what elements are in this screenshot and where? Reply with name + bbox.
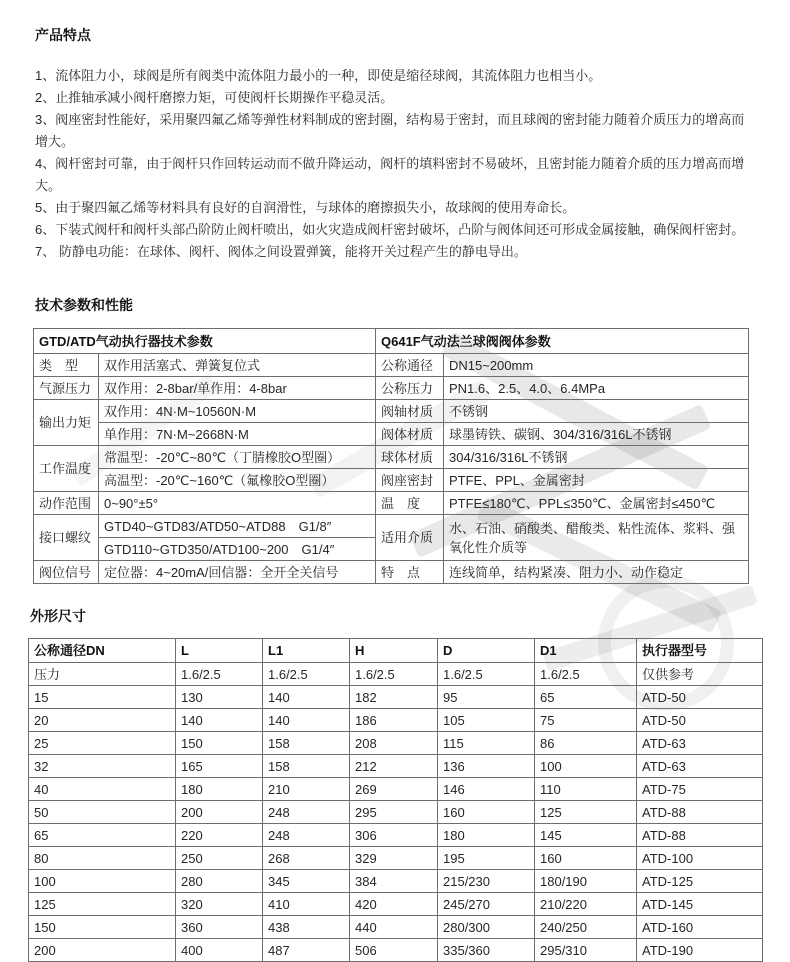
dims-cell: 100: [29, 870, 176, 893]
dims-cell: 440: [350, 916, 438, 939]
feature-item: 1、流体阻力小，球阀是所有阀类中流体阻力最小的一种，即使是缩径球阀，其流体阻力也相当小。: [35, 68, 602, 83]
dims-cell: 136: [438, 755, 535, 778]
dims-cell: 320: [176, 893, 263, 916]
dims-cell: 220: [176, 824, 263, 847]
dims-cell: ATD-125: [637, 870, 763, 893]
tech-row: [34, 354, 749, 377]
dims-cell: 208: [350, 732, 438, 755]
dims-cell: ATD-88: [637, 824, 763, 847]
dims-cell: 410: [263, 893, 350, 916]
dims-column-header: 执行器型号: [637, 639, 763, 663]
dims-cell: 110: [535, 778, 637, 801]
dims-cell: 158: [263, 732, 350, 755]
dims-cell: 125: [29, 893, 176, 916]
table-row: [29, 847, 763, 870]
dims-cell: 140: [176, 709, 263, 732]
table-row: [29, 824, 763, 847]
tech-params-heading: 技术参数和性能: [35, 297, 133, 313]
tech-label: 温 度: [376, 492, 444, 515]
dims-cell: 105: [438, 709, 535, 732]
tech-value: 连线简单，结构紧凑、阻力小、动作稳定: [444, 561, 749, 584]
table-row: [29, 709, 763, 732]
tech-label: 公称压力: [376, 377, 444, 400]
tech-label: 输出力矩: [34, 400, 99, 446]
tech-value: 常温型：-20℃~80℃（丁腈橡胶O型圈）: [99, 446, 376, 469]
tech-header-valve-body: Q641F气动法兰球阀阀体参数: [376, 329, 749, 354]
tech-value: 0~90°±5°: [99, 492, 376, 515]
table-row: [29, 916, 763, 939]
tech-row: [34, 469, 749, 492]
dims-cell: 420: [350, 893, 438, 916]
tech-value: GTD110~GTD350/ATD100~200 G1/4″: [99, 538, 376, 561]
dims-cell: 150: [29, 916, 176, 939]
tech-value: 双作用：4N·M~10560N·M: [99, 400, 376, 423]
table-row: [29, 686, 763, 709]
tech-value: 单作用：7N·M~2668N·M: [99, 423, 376, 446]
dims-cell: 306: [350, 824, 438, 847]
dims-cell: 50: [29, 801, 176, 824]
dims-pressure-row: [29, 663, 763, 686]
dims-cell: 160: [535, 847, 637, 870]
dims-cell: 245/270: [438, 893, 535, 916]
features-heading: 产品特点: [35, 27, 91, 43]
dims-cell: 1.6/2.5: [350, 663, 438, 686]
dimensions-heading: 外形尺寸: [30, 608, 86, 624]
dims-cell: 384: [350, 870, 438, 893]
tech-row: [34, 446, 749, 469]
tech-label: 接口螺纹: [34, 515, 99, 561]
dims-cell: 75: [535, 709, 637, 732]
tech-value: 高温型：-20℃~160℃（氟橡胶O型圈）: [99, 469, 376, 492]
dims-header-row: [29, 639, 763, 663]
dims-cell: 200: [176, 801, 263, 824]
tech-label: 阀座密封: [376, 469, 444, 492]
dims-cell: 329: [350, 847, 438, 870]
tech-value: DN15~200mm: [444, 354, 749, 377]
tech-value: PTFE、PPL、金属密封: [444, 469, 749, 492]
dims-cell: 250: [176, 847, 263, 870]
dims-cell: 100: [535, 755, 637, 778]
tech-value: 球墨铸铁、碳钢、304/316/316L不锈钢: [444, 423, 749, 446]
tech-value: 双作用活塞式、弹簧复位式: [99, 354, 376, 377]
dims-cell: ATD-190: [637, 939, 763, 962]
dims-cell: 115: [438, 732, 535, 755]
tech-label: 适用介质: [376, 515, 444, 561]
dims-cell: 180/190: [535, 870, 637, 893]
table-row: [29, 870, 763, 893]
dimensions-table: [28, 638, 763, 962]
tech-row: [34, 492, 749, 515]
dims-cell: 1.6/2.5: [535, 663, 637, 686]
tech-label: 阀位信号: [34, 561, 99, 584]
dims-cell: 210: [263, 778, 350, 801]
tech-value: 304/316/316L不锈钢: [444, 446, 749, 469]
feature-item: 7、 防静电功能：在球体、阀杆、阀体之间设置弹簧，能将开关过程产生的静电导出。: [35, 244, 527, 259]
tech-row: [34, 561, 749, 584]
table-row: [29, 732, 763, 755]
tech-value: 水、石油、硝酸类、醋酸类、粘性流体、浆料、强氧化性介质等: [444, 515, 749, 561]
dims-cell: 40: [29, 778, 176, 801]
feature-item: 2、止推轴承减小阀杆磨擦力矩，可使阀杆长期操作平稳灵活。: [35, 90, 394, 105]
tech-row: [34, 423, 749, 446]
dims-cell: 487: [263, 939, 350, 962]
dims-cell: 280/300: [438, 916, 535, 939]
tech-value: GTD40~GTD83/ATD50~ATD88 G1/8″: [99, 515, 376, 538]
dims-cell: 140: [263, 709, 350, 732]
dims-cell: 15: [29, 686, 176, 709]
table-row: [29, 939, 763, 962]
dims-cell: 268: [263, 847, 350, 870]
tech-label: 类 型: [34, 354, 99, 377]
dims-cell: 1.6/2.5: [176, 663, 263, 686]
dims-cell: 360: [176, 916, 263, 939]
dims-cell: 158: [263, 755, 350, 778]
dims-cell: 345: [263, 870, 350, 893]
feature-item: 6、下装式阀杆和阀杆头部凸阶防止阀杆喷出，如火灾造成阀杆密封破坏，凸阶与阀体间还可形成金属接触，确保阀杆密封。: [35, 222, 745, 237]
dims-cell: 295/310: [535, 939, 637, 962]
dims-cell: ATD-145: [637, 893, 763, 916]
dims-cell: 210/220: [535, 893, 637, 916]
dims-cell: ATD-50: [637, 709, 763, 732]
dims-cell: ATD-50: [637, 686, 763, 709]
table-row: [29, 755, 763, 778]
tech-value: PN1.6、2.5、4.0、6.4MPa: [444, 377, 749, 400]
dims-cell: 146: [438, 778, 535, 801]
dims-cell: 200: [29, 939, 176, 962]
dims-cell: 25: [29, 732, 176, 755]
dims-cell: 280: [176, 870, 263, 893]
table-row: [29, 778, 763, 801]
table-row: [29, 801, 763, 824]
dims-cell: 180: [176, 778, 263, 801]
dims-cell: 240/250: [535, 916, 637, 939]
dims-cell: 180: [438, 824, 535, 847]
dims-column-header: D1: [535, 639, 637, 663]
dims-cell: 32: [29, 755, 176, 778]
feature-item: 5、由于聚四氟乙烯等材料具有良好的自润滑性，与球体的磨擦损失小，故球阀的使用寿命长。: [35, 200, 576, 215]
dims-cell: ATD-75: [637, 778, 763, 801]
dims-cell: 195: [438, 847, 535, 870]
dims-cell: 125: [535, 801, 637, 824]
dims-cell: 1.6/2.5: [263, 663, 350, 686]
dims-cell: 65: [29, 824, 176, 847]
tech-value: 双作用：2-8bar/单作用：4-8bar: [99, 377, 376, 400]
dims-cell: 248: [263, 801, 350, 824]
dims-cell: 438: [263, 916, 350, 939]
tech-label: 动作范围: [34, 492, 99, 515]
dims-cell: 95: [438, 686, 535, 709]
dims-cell: 145: [535, 824, 637, 847]
dims-cell: 182: [350, 686, 438, 709]
tech-label: 球体材质: [376, 446, 444, 469]
dims-cell: ATD-160: [637, 916, 763, 939]
tech-params-table: [33, 328, 749, 584]
dims-column-header: H: [350, 639, 438, 663]
tech-label: 气源压力: [34, 377, 99, 400]
tech-row: [34, 515, 749, 538]
dims-cell: 165: [176, 755, 263, 778]
dims-cell: 压力: [29, 663, 176, 686]
dims-cell: 80: [29, 847, 176, 870]
dims-cell: 140: [263, 686, 350, 709]
dims-cell: 150: [176, 732, 263, 755]
dims-cell: 295: [350, 801, 438, 824]
dims-cell: 仅供参考: [637, 663, 763, 686]
tech-label: 公称通径: [376, 354, 444, 377]
dims-cell: ATD-63: [637, 755, 763, 778]
tech-label: 工作温度: [34, 446, 99, 492]
dims-cell: ATD-100: [637, 847, 763, 870]
feature-item: 4、阀杆密封可靠，由于阀杆只作回转运动而不做升降运动，阀杆的填料密封不易破坏，且密封能力随着介质的压力增高而增大。: [35, 156, 745, 193]
dims-cell: 400: [176, 939, 263, 962]
tech-value: 不锈钢: [444, 400, 749, 423]
tech-value: 定位器：4~20mA/回信器：全开全关信号: [99, 561, 376, 584]
tech-label: 阀轴材质: [376, 400, 444, 423]
tech-label: 阀体材质: [376, 423, 444, 446]
features-list: [35, 65, 757, 263]
dims-cell: 215/230: [438, 870, 535, 893]
tech-value: PTFE≤180℃、PPL≤350℃、金属密封≤450℃: [444, 492, 749, 515]
tech-row: [34, 377, 749, 400]
dims-column-header: L: [176, 639, 263, 663]
dims-cell: 1.6/2.5: [438, 663, 535, 686]
dims-column-header: L1: [263, 639, 350, 663]
dims-cell: 269: [350, 778, 438, 801]
dims-cell: 65: [535, 686, 637, 709]
feature-item: 3、阀座密封性能好，采用聚四氟乙烯等弹性材料制成的密封圈，结构易于密封，而且球阀的密封能力随着介质压力的增高而增大。: [35, 112, 745, 149]
dims-cell: 335/360: [438, 939, 535, 962]
dims-cell: ATD-63: [637, 732, 763, 755]
tech-row: [34, 400, 749, 423]
dims-cell: 212: [350, 755, 438, 778]
dims-cell: 186: [350, 709, 438, 732]
dims-column-header: D: [438, 639, 535, 663]
tech-header-row: [34, 329, 749, 354]
dims-cell: 130: [176, 686, 263, 709]
table-row: [29, 893, 763, 916]
dims-cell: 160: [438, 801, 535, 824]
tech-label: 特 点: [376, 561, 444, 584]
dims-column-header: 公称通径DN: [29, 639, 176, 663]
dims-cell: ATD-88: [637, 801, 763, 824]
tech-header-actuator: GTD/ATD气动执行器技术参数: [34, 329, 376, 354]
dims-cell: 86: [535, 732, 637, 755]
dims-cell: 248: [263, 824, 350, 847]
dims-cell: 20: [29, 709, 176, 732]
dims-cell: 506: [350, 939, 438, 962]
